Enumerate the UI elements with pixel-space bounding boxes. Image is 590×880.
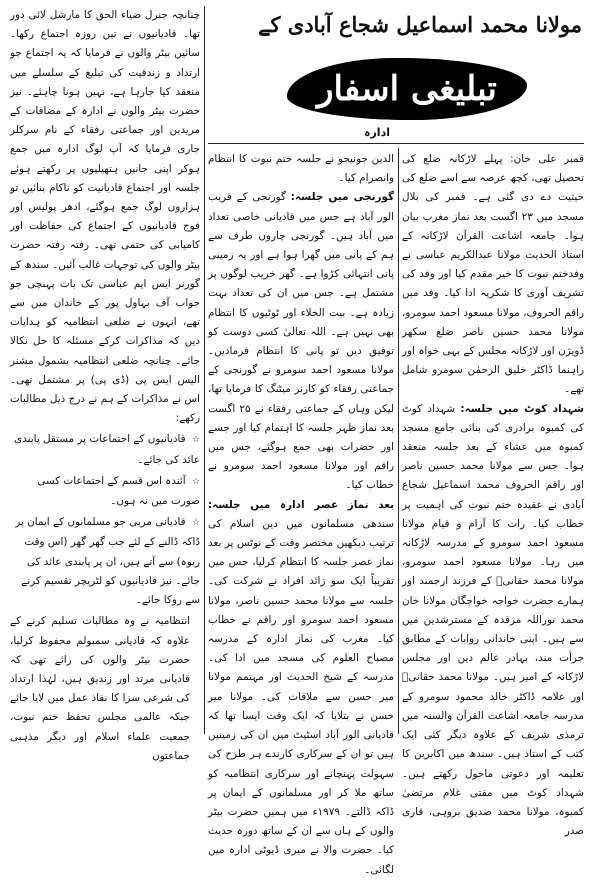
- paragraph: چنانچہ جنرل ضیاء الحق کا مارشل لائی دور تھا۔ قادیانیوں نے تین روزہ اجتماع رکھا۔ سائیں بیٹر والوں نے فرمایا کہ یہ اجتماع جو ارتداد و زندقیت کی تبلیغ کے سلسلے میں منعقد کیا جارہا ہے، نہیں ہونا چاہئے۔ نیز حضرت بیٹر والوں نے ادارہ کے مضافات کے مریدین اور جماعتی رفقاء کے نام سرکلر جاری فرمایا کہ آپ لوگ ادارہ میں جمع ہوکر اپنی جانیں ہتھیلیوں پر رکھتے ہوئے جلسہ اور اجتماع قادیانیت کو ناکام بنائیں تو ہزاروں لوگ جمع ہوگئے، ادھر پولیس اور فوج قادیانیوں کے اجتماع کی حفاظت اور کامیابی کی حتمی تھی۔ رفتہ رفتہ حضرت بیٹر والوں کی توجہات غالب آئیں۔ سندھ کے گورنر ایس ایم عباسی تک بات پہنچی جو جواب آف بہاول پور کے خاندان میں سے تھے، انہوں نے ضلعی انتظامیہ کو ہدایات دیں کہ مذاکرات کرکے مسئلہ کا حل نکالا جائے۔ چنانچہ ضلعی انتظامیہ بشمول مشنر الیس ایس پی (ڈی پی) پر مشتمل تھی۔ اس نے مذاکرات کے ہم نے درج ذیل مطالبات رکھے:: [10, 9, 200, 425]
- star-icon: ☆: [191, 476, 200, 487]
- column-divider-left: [204, 6, 205, 734]
- star-icon: ☆: [191, 435, 200, 446]
- column-divider-right: [398, 148, 399, 734]
- article-column-3: [10, 6, 200, 762]
- paragraph: انتظامیہ نے وہ مطالبات تسلیم کرنے کے علاوہ کہ قادیانی سمبولم محفوظ کرلیا، حضرت بیٹر والوں کی رائے تھی کہ قادیانی مرتد اور زندیق ہیں، لہٰذا ارتداد کی شرعی سزا کا نفاذ عمل میں لایا جائے جبکہ عالمی مجلس تحفظ ختم نبوت، جمعیت علماء اسلام اور دیگر مذہبی جماعتوں: [10, 615, 190, 762]
- demand-text: آئندہ اس قسم کے اجتماعات کسی صورت میں نہ ہوں۔: [37, 474, 200, 508]
- demand-text: قادیانیوں کے اجتماعات پر مستقل پابندی عائد کی جائے۔: [14, 433, 200, 466]
- article-title-line: مولانا محمد اسماعیل شجاع آبادی کے: [258, 12, 582, 37]
- paragraph: شہداد کوٹ کی کمبوہ برادری کی بنائی جامع مسجد کمبوہ میں عشاء کے بعد جلسہ منعقد ہوا۔ جس سے مولانا محمد حسین ناصر اور راقم الحروف محمد اسماعیل شجاع آبادی نے عقیدہ ختم نبوت کی اہمیت پر خطاب کیا۔ رات کا آرام و قیام مولانا مسعود احمد سومرو کے مدرسہ لاڑکانہ میں رہا۔ مولانا مسعود احمد سومرو، مولانا محمد حقانیؒ کے فرزند ارجمند اور ہمارے حضرت خواجہ خواجگان مولانا خان محمد نوراللہ مرقدہ کے مسترشدین میں سے ہیں۔ اپنی خاندانی روایات کے مطابق جرأت مند، بہادر عالم دین اور مجلس لاڑکانہ کے امیر ہیں۔ مولانا محمد حقانیؒ اور علامہ ڈاکٹر خالد محمود سومرو کے مدرسہ جامعہ اشاعت القرآن والسنہ میں ترمذی شریف کے علاوہ دیگر کئی ایک کتب کے استاذ ہیں۔ سندھ میں اکابرین کا تعلیمہ اور دعوتی ماحول رکھتے ہیں۔ شہداد کوٹ میں مفتی غلام مرتضیٰ کمبوہ، مولانا محمد صدیق بروہی، قاری صدر: [402, 402, 584, 838]
- demand-item: [10, 513, 200, 610]
- paragraph: سندھی مسلمانوں میں دین اسلام کی ترتیب دیکھیں مختصر وقت کے نوٹس پر بعد نماز عصر جلسہ کا انتظام کرلیا، جس میں تقریباً ایک سو زائد افراد نے شرکت کی۔ جلسہ سے مولانا محمد حسین ناصر، مولانا مسعود احمد سومرو اور راقم نے خطاب کیا۔ مغرب کی نماز ادارہ کے مدرسہ مصباح العلوم کی مسجد میں ادا کی۔ مدرسہ کے شیخ الحدیث اور مہتمم مولانا میر حسن سے ملاقات کی۔ مولانا میر حسن نے بتلایا کہ ایک وقت ایسا تھا کہ قادیانی الور آباد اسٹیٹ میں ان کی زمینیں ہیں تو ان کے سرکاری کارندے ہر طرح کی سہولت پہنچانے اور سرکاری انتظامیہ کو ساتھ ملا کر اور مسلمانوں کے ایمان پر ڈاکہ ڈالتے۔ ۱۹۷۹ء میں ہمیں حضرت بیٹر والوں کے ہاں سے ان کے ساتھ دورہ حدیث کیا۔ حضرت والا نے میری ڈیوٹی ادارہ میں لگائی۔: [208, 517, 394, 876]
- star-icon: ☆: [191, 518, 200, 529]
- article-title-block: [258, 6, 582, 124]
- demand-text: قادیانی مربی جو مسلمانوں کے ایمان پر ڈاکہ ڈالنے کے لئے جب گھر گھر (اس وقت ربوہ) سے آتے ہیں، ان پر پابندی عائد کی جائے۔ نیز قادیانیوں کو لٹریچر تقسیم کرنے سے روکا جائے۔: [15, 516, 200, 607]
- demand-item: [10, 430, 200, 469]
- article-byline: ادارہ: [364, 126, 390, 139]
- article-column-2: [208, 150, 395, 876]
- demand-item: [10, 472, 200, 511]
- header-divider: [208, 143, 584, 144]
- article-column-1: [402, 150, 584, 838]
- paragraph: الدین جونیجو نے جلسہ ختم نبوت کا انتظام وانصرام کیا۔: [208, 153, 394, 185]
- subheading: گورنجی میں جلسہ:: [290, 191, 395, 204]
- article-title-banner: تبلیغی اسفار: [287, 58, 527, 120]
- subheading: شہداد کوٹ میں جلسہ:: [460, 402, 584, 415]
- paragraph: گورنجی کے قریب الور آباد ہے جس میں قادیانی خاصی تعداد میں آباد ہیں۔ گورنجی چاروں طرف سے ہم کے پانی میں گھرا ہوا ہے اور یہ زمینی پانی انتہائی کڑوا ہے۔ گھر خریب لوگوں پر مشتمل ہے۔ جس میں ان کی تعداد بہت زیادہ ہے۔ بیت الخلاء اور ٹوٹیوں کا انتظام بھی نہیں ہے۔ اللہ تعالیٰ کسی دوست کو توفیق دیں تو پانی کا انتظام فرمادیں۔ مولانا مسعود احمد سومرو نے گورنجی کے جماعتی رفقاء کو کارنر میٹنگ کا فرمایا تھا، لیکن وہاں کے جماعتی رفقاء نے ۲۵ اگست بعد نماز ظہر جلسہ کا اہتمام کیا اور جسے اور حضرات بھی جمع ہوگئے، جس میں راقم اور مولانا مسعود احمد سومرو نے خطاب کیا۔: [208, 191, 394, 492]
- paragraph: قمبر علی خان: پہلے لاڑکانہ ضلع کی تحصیل تھی، کچھ عرصہ سے اسے ضلع کی حیثیت دے دی گئی ہے۔ قمبر کی بلال مسجد میں ۲۳ اگست بعد نماز مغرب بیان ہوا۔ جامعہ اشاعت القرآن لاڑکانہ کے استاذ الحدیث مولانا عبدالکریم عباسی نے وفدختم نبوت کا خیر مقدم کیا اور وفد کی تشریف آوری کا شکریہ ادا کیا۔ وفد میں راقم الحروف، مولانا مسعود احمد سومرو، مولانا محمد حسین ناصر ضلع سکھر ڈویژن اور لاڑکانہ مجلس کے بہی خواہ اور راہنما ڈاکٹر خلیق الرحمٰن سومرو شامل تھے۔: [402, 153, 584, 396]
- subheading: بعد نماز عصر ادارہ میں جلسہ:: [208, 498, 394, 511]
